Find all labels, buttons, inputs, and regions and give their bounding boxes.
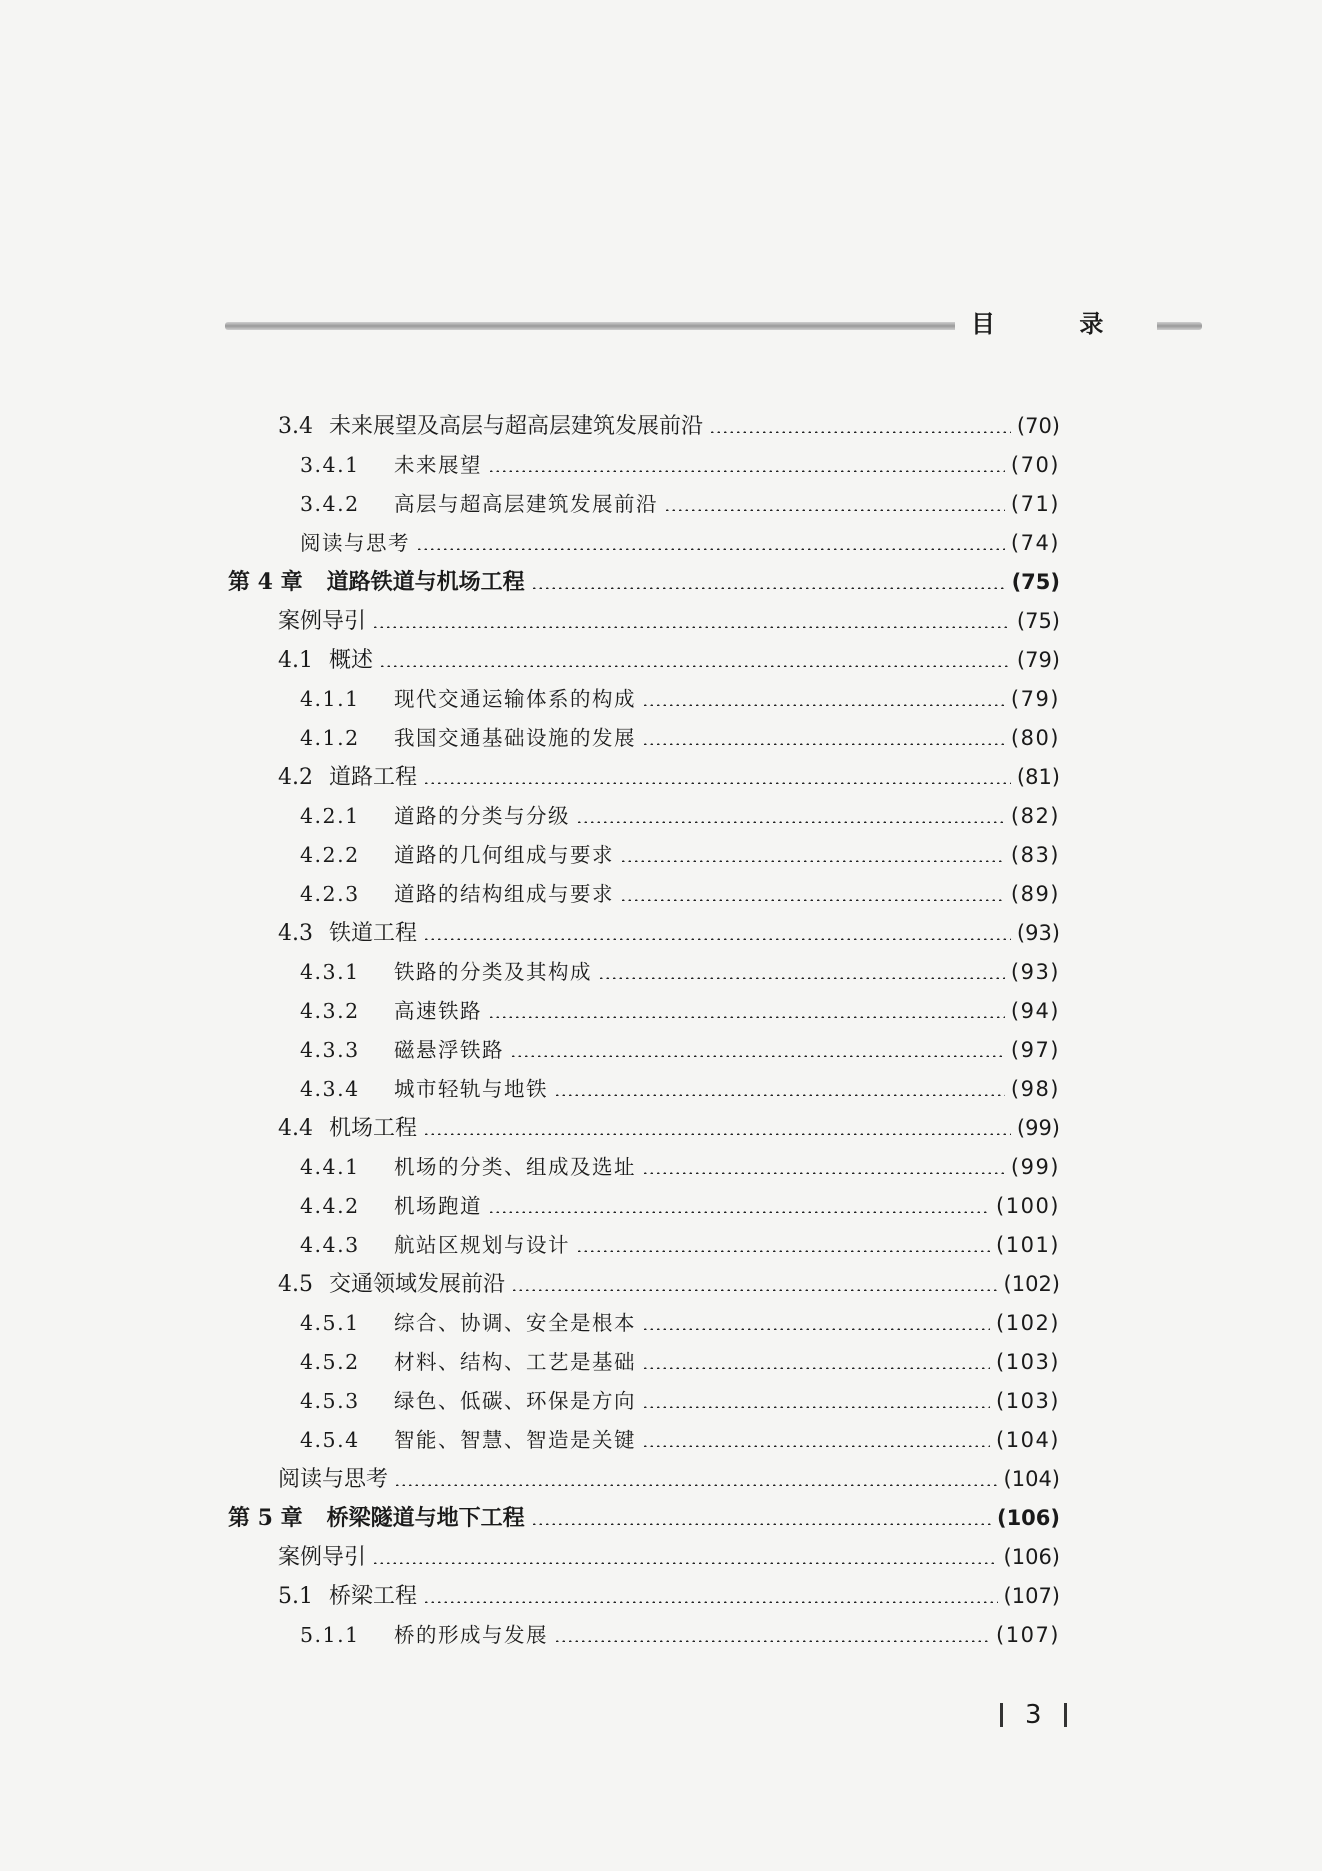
toc-entry-page: (103) — [996, 1350, 1060, 1374]
toc-entry-page: (81) — [1016, 765, 1060, 789]
toc-entry-page: (93) — [1010, 960, 1060, 984]
toc-entry-title: 我国交通基础设施的发展 — [394, 726, 636, 750]
dot-leader — [642, 1367, 990, 1369]
dot-leader — [510, 1055, 1005, 1057]
dot-leader — [423, 938, 1011, 940]
toc-entry-number: 4.5.1 — [300, 1311, 360, 1335]
toc-entry-title: 桥梁工程 — [329, 1584, 418, 1609]
toc-entry-number: 4.4.1 — [300, 1155, 360, 1179]
toc-entry-number: 4.5.4 — [300, 1428, 360, 1452]
toc-entry-page: (99) — [1016, 1116, 1060, 1140]
toc-entry-number: 3.4.1 — [300, 453, 360, 477]
toc-entry[interactable] — [220, 407, 1060, 446]
toc-entry-title: 高层与超高层建筑发展前沿 — [394, 492, 658, 516]
toc-entry-page: (89) — [1010, 882, 1060, 906]
toc-entry-title: 机场工程 — [329, 1116, 418, 1141]
toc-entry[interactable] — [220, 563, 1060, 602]
toc-entry[interactable] — [220, 914, 1060, 953]
dot-leader — [379, 665, 1011, 667]
page-title: 目 录 — [955, 300, 1157, 343]
toc-entry[interactable] — [220, 1538, 1060, 1577]
toc-entry-title: 道路的几何组成与要求 — [394, 843, 614, 867]
toc-entry-title: 道路工程 — [329, 765, 418, 790]
dot-leader — [576, 821, 1005, 823]
folio-bar-right — [1064, 1703, 1067, 1727]
page-folio — [1000, 1700, 1067, 1730]
toc-entry-number: 4.5.2 — [300, 1350, 360, 1374]
toc-entry-page: (99) — [1010, 1155, 1060, 1179]
toc-entry[interactable] — [220, 1577, 1060, 1616]
toc-entry-page: (94) — [1010, 999, 1060, 1023]
toc-entry-title: 阅读与思考 — [278, 1467, 389, 1492]
toc-entry-number: 4.5.3 — [300, 1389, 360, 1413]
dot-leader — [598, 977, 1005, 979]
dot-leader — [423, 1601, 998, 1603]
dot-leader — [642, 1406, 990, 1408]
toc-entry-page: (75) — [1016, 609, 1060, 633]
toc-entry-number: 4.4.2 — [300, 1194, 360, 1218]
toc-entry-page: (102) — [996, 1311, 1060, 1335]
toc-entry-number: 4.3 — [278, 921, 313, 946]
toc-entry[interactable] — [220, 1070, 1060, 1109]
dot-leader — [642, 1328, 990, 1330]
toc-entry[interactable] — [220, 992, 1060, 1031]
toc-entry-title: 现代交通运输体系的构成 — [394, 687, 636, 711]
dot-leader — [416, 548, 1005, 550]
toc-entry-title: 交通领域发展前沿 — [329, 1272, 506, 1297]
toc-entry-number: 第 5 章 — [228, 1505, 303, 1531]
toc-entry-page: (83) — [1010, 843, 1060, 867]
toc-entry[interactable] — [220, 680, 1060, 719]
toc-entry-title: 材料、结构、工艺是基础 — [394, 1350, 636, 1374]
toc-entry-title: 道路的分类与分级 — [394, 804, 570, 828]
toc-entry[interactable] — [220, 875, 1060, 914]
toc-entry[interactable] — [220, 641, 1060, 680]
toc-entry-page: (79) — [1010, 687, 1060, 711]
dot-leader — [642, 1172, 1005, 1174]
toc-entry-page: (104) — [1003, 1467, 1060, 1491]
toc-entry-number: 第 4 章 — [228, 569, 303, 595]
dot-leader — [488, 470, 1005, 472]
toc-entry-title: 铁路的分类及其构成 — [394, 960, 592, 984]
toc-entry-number: 3.4.2 — [300, 492, 360, 516]
dot-leader — [423, 1133, 1011, 1135]
toc-entry-title: 道路铁道与机场工程 — [326, 569, 525, 595]
toc-entry-title: 案例导引 — [278, 609, 367, 634]
dot-leader — [394, 1484, 998, 1486]
toc-entry-page: (97) — [1010, 1038, 1060, 1062]
toc-entry-title: 未来展望及高层与超高层建筑发展前沿 — [329, 414, 704, 439]
toc-entry[interactable] — [220, 1421, 1060, 1460]
toc-entry[interactable] — [220, 1343, 1060, 1382]
toc-entry-number: 4.5 — [278, 1272, 313, 1297]
toc-entry[interactable] — [220, 719, 1060, 758]
page-number: 3 — [1025, 1700, 1042, 1730]
toc-entry[interactable] — [220, 485, 1060, 524]
toc-entry[interactable] — [220, 1616, 1060, 1655]
toc-entry-number: 3.4 — [278, 414, 313, 439]
toc-entry[interactable] — [220, 1031, 1060, 1070]
toc-entry[interactable] — [220, 1109, 1060, 1148]
toc-entry-page: (100) — [996, 1194, 1060, 1218]
dot-leader — [554, 1640, 990, 1642]
toc-entry[interactable] — [220, 1304, 1060, 1343]
toc-entry-title: 桥的形成与发展 — [394, 1623, 548, 1647]
toc-entry-page: (93) — [1016, 921, 1060, 945]
toc-entry[interactable] — [220, 1148, 1060, 1187]
toc-entry-title: 城市轻轨与地铁 — [394, 1077, 548, 1101]
toc-entry[interactable] — [220, 1265, 1060, 1304]
dot-leader — [488, 1211, 990, 1213]
toc-entry[interactable] — [220, 446, 1060, 485]
toc-entry-number: 5.1.1 — [300, 1623, 360, 1647]
toc-entry-number: 4.3.1 — [300, 960, 360, 984]
toc-entry[interactable] — [220, 524, 1060, 563]
toc-entry-number: 4.3.3 — [300, 1038, 360, 1062]
dot-leader — [511, 1289, 998, 1291]
toc-entry-number: 4.2.1 — [300, 804, 360, 828]
dot-leader — [620, 860, 1005, 862]
dot-leader — [423, 782, 1011, 784]
toc-entry-number: 5.1 — [278, 1584, 313, 1609]
toc-entry-page: (101) — [996, 1233, 1060, 1257]
toc-entry-title: 阅读与思考 — [300, 531, 410, 555]
dot-leader — [642, 743, 1005, 745]
toc-entry-page: (106) — [996, 1506, 1060, 1530]
dot-leader — [531, 587, 1006, 589]
toc-entry-page: (98) — [1010, 1077, 1060, 1101]
toc-entry-page: (74) — [1010, 531, 1060, 555]
toc-entry-number: 4.1 — [278, 648, 313, 673]
toc-entry-title: 智能、智慧、智造是关键 — [394, 1428, 636, 1452]
toc-entry-page: (107) — [996, 1623, 1060, 1647]
toc-entry-page: (82) — [1010, 804, 1060, 828]
table-of-contents — [220, 407, 1060, 1655]
dot-leader — [554, 1094, 1005, 1096]
dot-leader — [642, 704, 1005, 706]
toc-entry[interactable] — [220, 836, 1060, 875]
toc-entry-title: 道路的结构组成与要求 — [394, 882, 614, 906]
toc-entry-number: 4.3.4 — [300, 1077, 360, 1101]
toc-entry-page: (75) — [1011, 570, 1060, 594]
toc-entry-title: 铁道工程 — [329, 921, 418, 946]
folio-bar-left — [1000, 1703, 1003, 1727]
toc-entry[interactable] — [220, 1226, 1060, 1265]
toc-entry-page: (79) — [1016, 648, 1060, 672]
dot-leader — [372, 1562, 998, 1564]
toc-entry[interactable] — [220, 953, 1060, 992]
dot-leader — [709, 431, 1011, 433]
toc-entry-page: (104) — [996, 1428, 1060, 1452]
toc-entry-number: 4.3.2 — [300, 999, 360, 1023]
toc-entry[interactable] — [220, 1499, 1060, 1538]
toc-entry[interactable] — [220, 1460, 1060, 1499]
toc-entry-title: 机场的分类、组成及选址 — [394, 1155, 636, 1179]
toc-entry-page: (80) — [1010, 726, 1060, 750]
toc-entry-page: (106) — [1003, 1545, 1060, 1569]
toc-entry-number: 4.2.3 — [300, 882, 360, 906]
toc-entry-title: 未来展望 — [394, 453, 482, 477]
toc-entry-page: (107) — [1003, 1584, 1060, 1608]
toc-entry-number: 4.2 — [278, 765, 313, 790]
toc-entry-page: (71) — [1010, 492, 1060, 516]
toc-entry[interactable] — [220, 1382, 1060, 1421]
toc-entry-title: 概述 — [329, 648, 374, 673]
toc-entry-title: 磁悬浮铁路 — [394, 1038, 504, 1062]
toc-entry-number: 4.1.1 — [300, 687, 360, 711]
dot-leader — [372, 626, 1011, 628]
toc-entry-page: (70) — [1010, 453, 1060, 477]
dot-leader — [620, 899, 1005, 901]
toc-entry-title: 高速铁路 — [394, 999, 482, 1023]
toc-entry-page: (103) — [996, 1389, 1060, 1413]
toc-entry-title: 综合、协调、安全是根本 — [394, 1311, 636, 1335]
toc-entry-title: 案例导引 — [278, 1545, 367, 1570]
dot-leader — [576, 1250, 990, 1252]
toc-entry[interactable] — [220, 797, 1060, 836]
toc-entry[interactable] — [220, 602, 1060, 641]
toc-entry-number: 4.4.3 — [300, 1233, 360, 1257]
dot-leader — [642, 1445, 990, 1447]
dot-leader — [531, 1523, 991, 1525]
toc-entry[interactable] — [220, 1187, 1060, 1226]
toc-entry-page: (70) — [1016, 414, 1060, 438]
toc-entry-title: 机场跑道 — [394, 1194, 482, 1218]
dot-leader — [664, 509, 1005, 511]
toc-entry-page: (102) — [1003, 1272, 1060, 1296]
dot-leader — [488, 1016, 1005, 1018]
toc-entry-title: 航站区规划与设计 — [394, 1233, 570, 1257]
toc-entry-title: 桥梁隧道与地下工程 — [326, 1505, 525, 1531]
toc-entry-number: 4.4 — [278, 1116, 313, 1141]
toc-entry-number: 4.1.2 — [300, 726, 360, 750]
toc-entry-title: 绿色、低碳、环保是方向 — [394, 1389, 636, 1413]
toc-entry[interactable] — [220, 758, 1060, 797]
toc-entry-number: 4.2.2 — [300, 843, 360, 867]
